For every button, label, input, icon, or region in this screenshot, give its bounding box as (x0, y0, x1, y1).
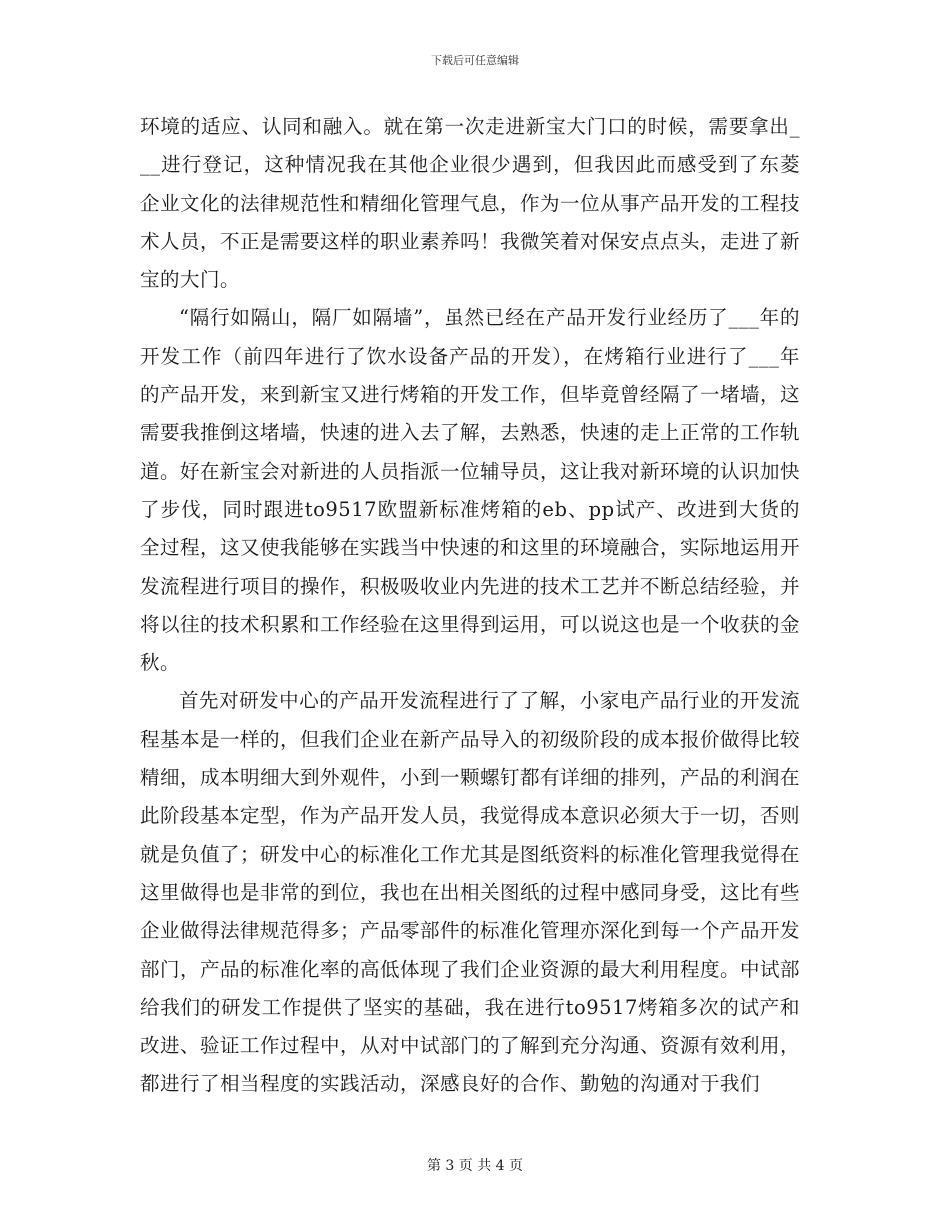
body-paragraph: “隔行如隔山，隔厂如隔墙”，虽然已经在产品开发行业经历了___年的开发工作（前四年进行了饮水设备产品的开发），在烤箱行业进行了___年的产品开发，来到新宝又进行烤箱的开发工作，但毕竟曾经隔了一堵墙，这需要我推倒这堵墙，快速的进入去了解，去熟悉，快速的走上正常的工作轨道。好在新宝会对新进的人员指派一位辅导员，这让我对新环境的认识加快了步伐，同时跟进to9517欧盟新标准烤箱的eb、pp试产、改进到大货的全过程，这又使我能够在实践当中快速的和这里的环境融合，实际地运用开发流程进行项目的操作，积极吸收业内先进的技术工艺并不断总结经验，并将以往的技术积累和工作经验在这里得到运用，可以说这也是一个收获的金秋。 (140, 306, 801, 675)
body-paragraph: 首先对研发中心的产品开发流程进行了了解，小家电产品行业的开发流程基本是一样的，但我们企业在新产品导入的初级阶段的成本报价做得比较精细，成本明细大到外观件，小到一颗螺钉都有详细的排列，产品的利润在此阶段基本定型，作为产品开发人员，我觉得成本意识必须大于一切，否则就是负值了；研发中心的标准化工作尤其是图纸资料的标准化管理我觉得在这里做得也是非常的到位，我也在出相关图纸的过程中感同身受，这比有些企业做得法律规范得多；产品零部件的标准化管理亦深化到每一个产品开发部门，产品的标准化率的高低体现了我们企业资源的最大利用程度。中试部给我们的研发工作提供了坚实的基础，我在进行to9517烤箱多次的试产和改进、验证工作过程中，从对中试部门的了解到充分沟通、资源有效利用，都进行了相当程度的实践活动，深感良好的合作、勤勉的沟通对于我们 (140, 689, 801, 1096)
body-paragraph: 环境的适应、认同和融入。就在第一次走进新宝大门口的时候，需要拿出___进行登记，这种情况我在其他企业很少遇到，但我因此而感受到了东菱企业文化的法律规范性和精细化管理气息，作为一位从事产品开发的工程技术人员，不正是需要这样的职业素养吗！我微笑着对保安点点头，走进了新宝的大门。 (140, 115, 801, 292)
page-header: 下载后可任意编辑 (431, 54, 519, 67)
page-number: 第 3 页 共 4 页 (426, 1158, 524, 1174)
document-body (140, 108, 800, 1104)
